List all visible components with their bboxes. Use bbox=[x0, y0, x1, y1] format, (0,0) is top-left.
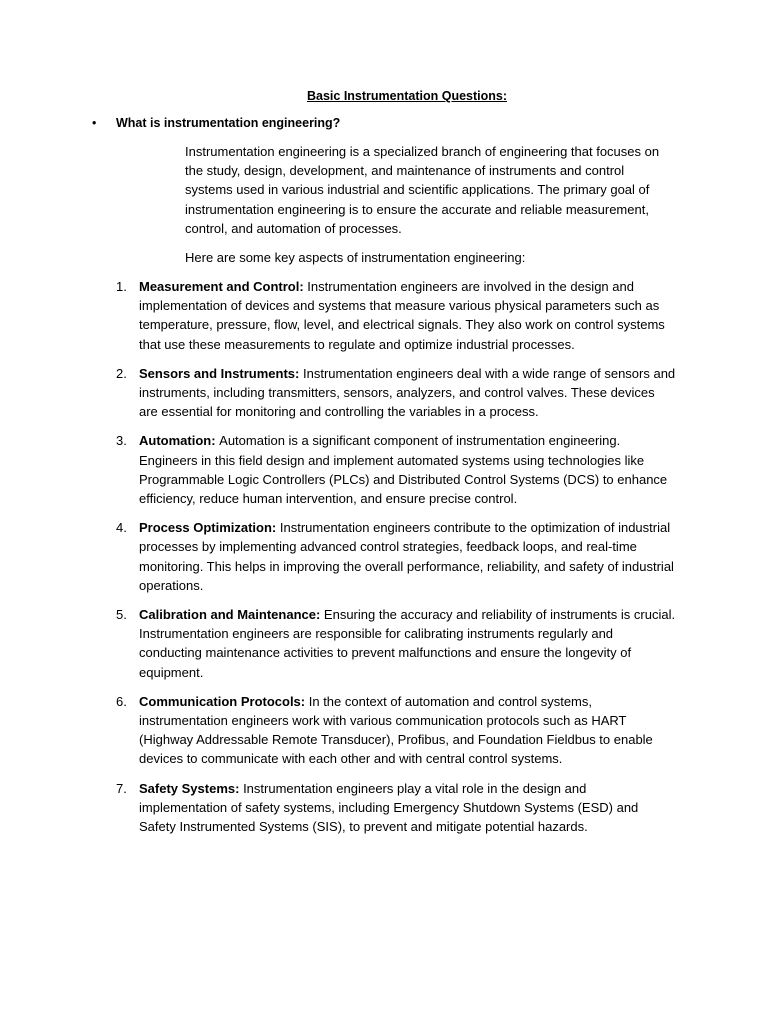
intro-paragraph: Instrumentation engineering is a specialized branch of engineering that focuses on the study, design, development, and maintenance of instruments and control systems used in various industrial and scientific applications. The primary goal of instrumentation engineering is to ensure the accurate and reliable measurement, control, and automation of processes. bbox=[185, 144, 660, 236]
list-text: Instrumentation engineers contribute to the optimization of industrial processes by implementing advanced control strategies, feedback loops, and real-time monitoring. This helps in improving the overall performance, reliability, and safety of industrial operations. bbox=[139, 520, 674, 593]
list-number: 5. bbox=[116, 607, 127, 623]
list-item bbox=[112, 518, 677, 595]
question-text: What is instrumentation engineering? bbox=[116, 116, 341, 130]
list-number: 6. bbox=[116, 693, 127, 709]
list-term: Calibration and Maintenance: bbox=[139, 607, 324, 623]
list-term: Process Optimization: bbox=[139, 520, 280, 536]
list-term: Communication Protocols: bbox=[139, 693, 309, 709]
list-text: Instrumentation engineers are involved in the design and implementation of devices and systems that measure various physical parameters such as temperature, pressure, flow, level, and electrical signals. They also work on control systems that use these measurements to regulate and optimize industrial processes. bbox=[139, 279, 665, 352]
aspects-list bbox=[112, 277, 677, 846]
document-title: Basic Instrumentation Questions: bbox=[306, 89, 508, 103]
list-number: 2. bbox=[116, 365, 127, 381]
list-item bbox=[112, 364, 677, 422]
list-item bbox=[112, 779, 677, 837]
list-term: Measurement and Control: bbox=[139, 279, 308, 294]
list-item bbox=[112, 692, 677, 769]
list-text: Instrumentation engineers deal with a wide range of sensors and instruments, including transmitters, sensors, analyzers, and control valves. These devices are essential for monitoring and controlling the variables in a process. bbox=[139, 365, 676, 420]
list-term: Automation: bbox=[139, 433, 220, 449]
list-number: 1. bbox=[116, 279, 127, 294]
list-term: Sensors and Instruments: bbox=[139, 365, 303, 381]
list-text: Ensuring the accuracy and reliability of instruments is crucial. Instrumentation engineers are responsible for calibrating instruments regularly and conducting maintenance activities to prevent malfunctions and ensure the longevity of equipment. bbox=[139, 607, 676, 680]
list-item bbox=[112, 431, 677, 508]
list-text: Instrumentation engineers play a vital role in the design and implementation of safety systems, including Emergency Shutdown Systems (ESD) and Safety Instrumented Systems (SIS), to prevent and mitigate potential hazards. bbox=[139, 780, 639, 835]
list-item bbox=[112, 605, 677, 682]
intro-section bbox=[185, 142, 675, 277]
bullet-icon: • bbox=[92, 116, 97, 130]
intro-lead-in: Here are some key aspects of instrumentation engineering: bbox=[185, 250, 526, 266]
list-number: 3. bbox=[116, 433, 127, 449]
list-text: In the context of automation and control systems, instrumentation engineers work with various communication protocols such as HART (Highway Addressable Remote Transducer), Profibus, and Foundation Fieldbus to enable devices to communicate with each other and with central control systems. bbox=[139, 693, 653, 767]
list-term: Safety Systems: bbox=[139, 780, 244, 796]
list-number: 7. bbox=[116, 780, 127, 796]
list-number: 4. bbox=[116, 520, 127, 536]
list-item bbox=[112, 277, 677, 354]
list-text: Automation is a significant component of instrumentation engineering. Engineers in this field design and implement automated systems using technologies like Programmable Logic Controllers (PLCs) and Distributed Control Systems (DCS) to enhance efficiency, reduce human intervention, and ensure precise control. bbox=[139, 433, 668, 507]
